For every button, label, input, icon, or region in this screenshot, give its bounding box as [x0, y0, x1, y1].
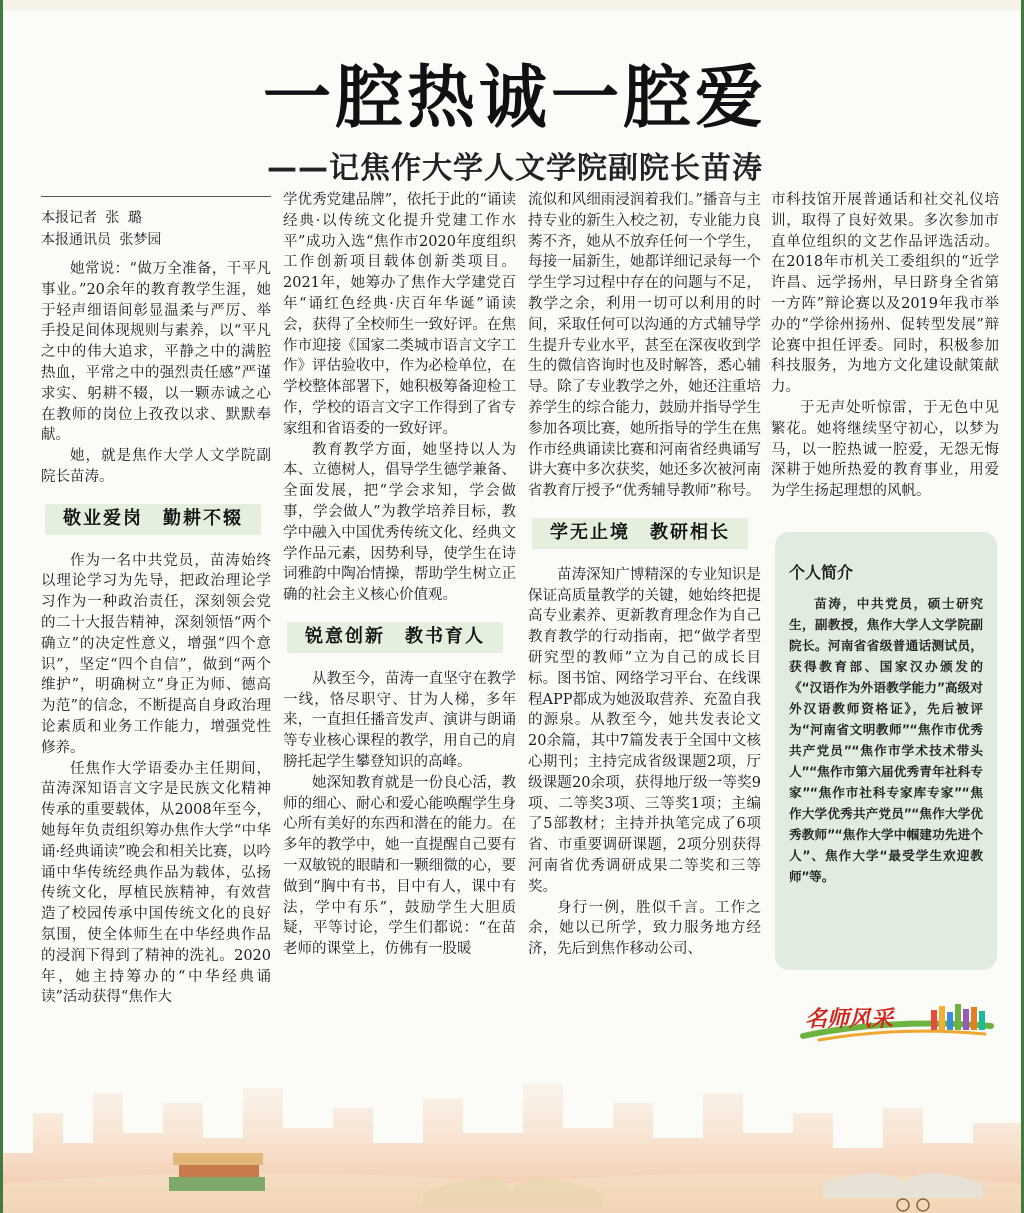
section-heading-2: 锐意创新 教书育人: [287, 622, 503, 653]
bio-box: [775, 532, 997, 970]
section-heading-1: 敬业爱岗 勤耕不辍: [45, 504, 261, 535]
article-column-3: [528, 190, 761, 960]
paragraph: 任焦作大学语委办主任期间，苗涛深知语言文字是民族文化精神传承的重要载体，从2008年至今，她每年负责组织筹办焦作大学“中华诵·经典诵读”晚会和相关比赛，以吟诵中华传统经典作品为载体，弘扬传统文化，厚植民族精神，有效营造了校园传承中国传统文化的良好氛围，使全体师生在中华经典作品的浸润下得到了精神的洗礼。2020年，她主持筹办的“中华经典诵读”活动获得“焦作大: [41, 760, 271, 1006]
headline: 一腔热诚一腔爱: [262, 58, 767, 138]
books-icon: [929, 1000, 991, 1030]
byline-reporter: 本报记者 张 璐: [41, 210, 142, 226]
section-heading-3: 学无止境 教研相长: [532, 518, 748, 549]
paragraph: 苗涛深知广博精深的专业知识是保证高质量教学的关键，她始终把提高专业素养、更新教育理念作为自己教育教学的行动指南，把“做学者型研究型的教师”立为自己的成长目标。图书馆、网络学习平台、在线课程APP都成为她汲取营养、充盈自我的源泉。从教至今，她共发表论文20余篇，其中7篇发表于全国中文核心期刊；主持完成省级课题2项，厅级课题20余项，获得地厅级一等奖9项、二等奖3项、三等奖1项；主编了5部教材；主持并执笔完成了6项省、市重要调研课题，2项分别获得河南省优秀调研成果二等奖和三等奖。: [528, 566, 761, 895]
paragraph: 她常说：“做万全准备，干平凡事业。”20余年的教育教学生涯，她于轻声细语间彰显温柔与严厉、举手投足间体现规则与素养，以“平凡之中的伟大追求，平静之中的满腔热血，平常之中的强烈责任感”严谨求实、躬耕不辍，以一颗赤诚之心在教师的岗位上孜孜以求、默默奉献。: [41, 261, 271, 444]
paragraph: 她深知教育就是一份良心活，教师的细心、耐心和爱心能唤醒学生身心所有美好的东西和潜在的能力。在多年的教学中，她一直提醒自己要有一双敏锐的眼睛和一颗细微的心，要做到“胸中有书，目中有人，课中有法，学中有乐”，鼓励学生大胆质疑，平等讨论，学生们都说：“在苗老师的课堂上，仿佛有一股暖: [283, 774, 516, 958]
paragraph: 她，就是焦作大学人文学院副院长苗涛。: [41, 448, 271, 485]
paragraph: 从教至今，苗涛一直坚守在教学一线，恪尽职守、甘为人梯，多年来，一直担任播音发声、演讲与朗诵等专业核心课程的教学，用自己的肩膀托起学生攀登知识的高峰。: [283, 670, 516, 770]
subheadline: ——记焦作大学人文学院副院长苗涛: [267, 151, 763, 186]
paragraph: 作为一名中共党员，苗涛始终以理论学习为先导，把政治理论学习作为一种政治责任，深刻领会党的二十大报告精神，深刻领悟“两个确立”的决定性意义，增强“四个意识”，坚定“四个自信”，做到“两个维护”，明确树立“身正为师、德高为范”的信念，不断提高自身政治理论素质和业务工作能力，增强党性修养。: [41, 552, 271, 756]
paragraph: 于无声处听惊雷，于无色中见繁花。她将继续坚守初心，以梦为马，以一腔热诚一腔爱，无怨无悔深耕于她所热爱的教育事业，用爱为学生扬起理想的风帆。: [771, 399, 999, 500]
article-column-4: [771, 190, 999, 502]
logo-text: 名师风采: [805, 1006, 894, 1032]
paragraph: 学优秀党建品牌”，依托于此的“诵读经典·以传统文化提升党建工作水平”成功入选“焦作市2020年度组织工作创新项目载体创新类项目。2021年，她筹办了焦作大学建党百年“诵红色经典·庆百年华诞”诵读会，获得了全校师生一致好评。在焦作市迎接《国家二类城市语言文字工作》评估验收中，作为必检单位，在学校整体部署下，她积极筹备迎检工作，学校的语言文字工作得到了省专家组和省语委的一致好评。: [283, 192, 516, 437]
bio-text: 苗涛，中共党员，硕士研究生，副教授，焦作大学人文学院副院长。河南省省级普通话测试员，获得教育部、国家汉办颁发的《“汉语作为外语教学能力”高级对外汉语教师资格证》，先后被评为“河南省文明教师”“焦作市优秀共产党员”“焦作市学术技术带头人”“焦作市第六届优秀青年社科专家”“焦作市社科专家库专家”“焦作大学优秀共产党员”“焦作大学优秀教师”“焦作大学中帼建功先进个人”、焦作大学“最受学生欢迎教师”等。: [789, 596, 983, 884]
byline-correspondent: 本报通讯员 张梦园: [41, 232, 162, 248]
top-band: [3, 0, 1021, 10]
paragraph: 流似和风细雨浸润着我们。”播音与主持专业的新生入校之初，专业能力良莠不齐，她从不放弃任何一个学生，每接一届新生，她都详细记录每一个学生学习过程中存在的问题与不足，教学之余，利用一切可以利用的时间，采取任何可以沟通的方式辅导学生提升专业水平，甚至在深夜收到学生的微信咨询时也及时解答，悉心辅导。除了专业教学之外，她还注重培养学生的综合能力，鼓励并指导学生参加各项比赛，她所指导的学生在焦作市经典诵读比赛和河南省经典诵写讲大赛中多次获奖，她还多次被河南省教育厅授予“优秀辅导教师”称号。: [528, 192, 761, 500]
paragraph: 市科技馆开展普通话和社交礼仪培训，取得了良好效果。多次参加市直单位组织的文艺作品评选活动。在2018年市机关工委组织的“近学许昌、远学扬州，早日跻身全省第一方阵”辩论赛以及2019年我市举办的“学徐州扬州、促转型发展”辩论赛中担任评委。同时，积极参加科技服务，为地方文化建设献策献力。: [771, 192, 999, 396]
paragraph: 教育教学方面，她坚持以人为本、立德树人，倡导学生德学兼备、全面发展，把“学会求知，学会做事，学会做人”为教学培养目标，教学中融入中国优秀传统文化、经典文学作品元素，因势利导，使学生在诗词雅韵中陶冶情操，帮助学生树立正确的社会主义核心价值观。: [283, 441, 516, 604]
skyline-illustration-icon: [3, 1033, 1021, 1213]
byline: [41, 196, 271, 251]
article-column-2: [283, 190, 516, 960]
bio-title: 个人简介: [789, 563, 854, 582]
paragraph: 身行一例，胜似千言。工作之余，她以已所学，致力服务地方经济，先后到焦作移动公司、: [528, 899, 761, 958]
article-column-1: [41, 196, 271, 1008]
